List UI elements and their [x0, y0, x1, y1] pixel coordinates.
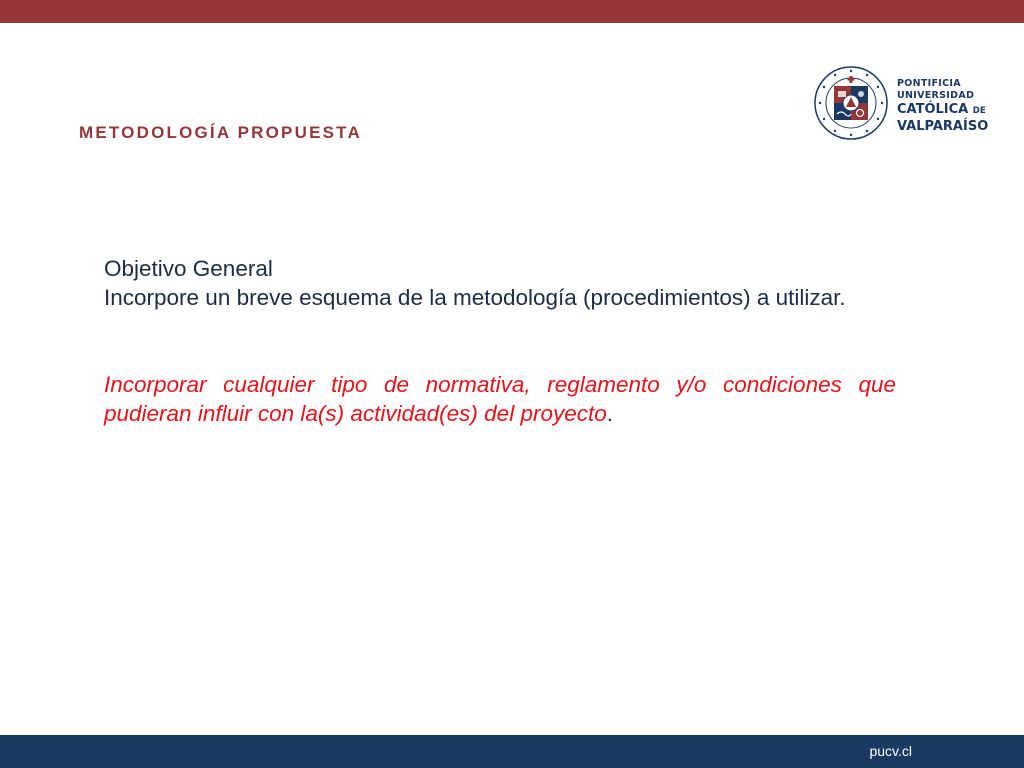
- footer-url: pucv.cl: [869, 743, 912, 759]
- university-name: [897, 78, 988, 134]
- normative-text: Incorporar cualquier tipo de normativa, reglamento y/o condiciones que pudieran influir con la(s) actividad(es) del proyecto: [104, 372, 896, 426]
- normative-period: .: [606, 401, 614, 426]
- page-title: METODOLOGÍA PROPUESTA: [79, 123, 362, 142]
- footer-bar: [0, 735, 1024, 768]
- logo-line-catolica: [897, 102, 988, 119]
- logo-line-pontificia: PONTIFICIA: [897, 78, 961, 89]
- university-logo: [808, 56, 998, 166]
- logo-catolica-word: CATÓLICA: [897, 102, 969, 117]
- objective-heading: Objetivo General: [104, 256, 273, 281]
- objective-text: Incorpore un breve esquema de la metodología (procedimientos) a utilizar.: [104, 285, 846, 310]
- logo-de-word: DE: [972, 106, 986, 116]
- slide-body: [104, 254, 896, 428]
- logo-line-universidad: UNIVERSIDAD: [897, 90, 975, 101]
- normative-paragraph: [104, 370, 896, 428]
- top-accent-bar: [0, 0, 1024, 23]
- pucv-seal-icon: [814, 66, 888, 140]
- logo-line-valparaiso: VALPARAÍSO: [897, 119, 989, 134]
